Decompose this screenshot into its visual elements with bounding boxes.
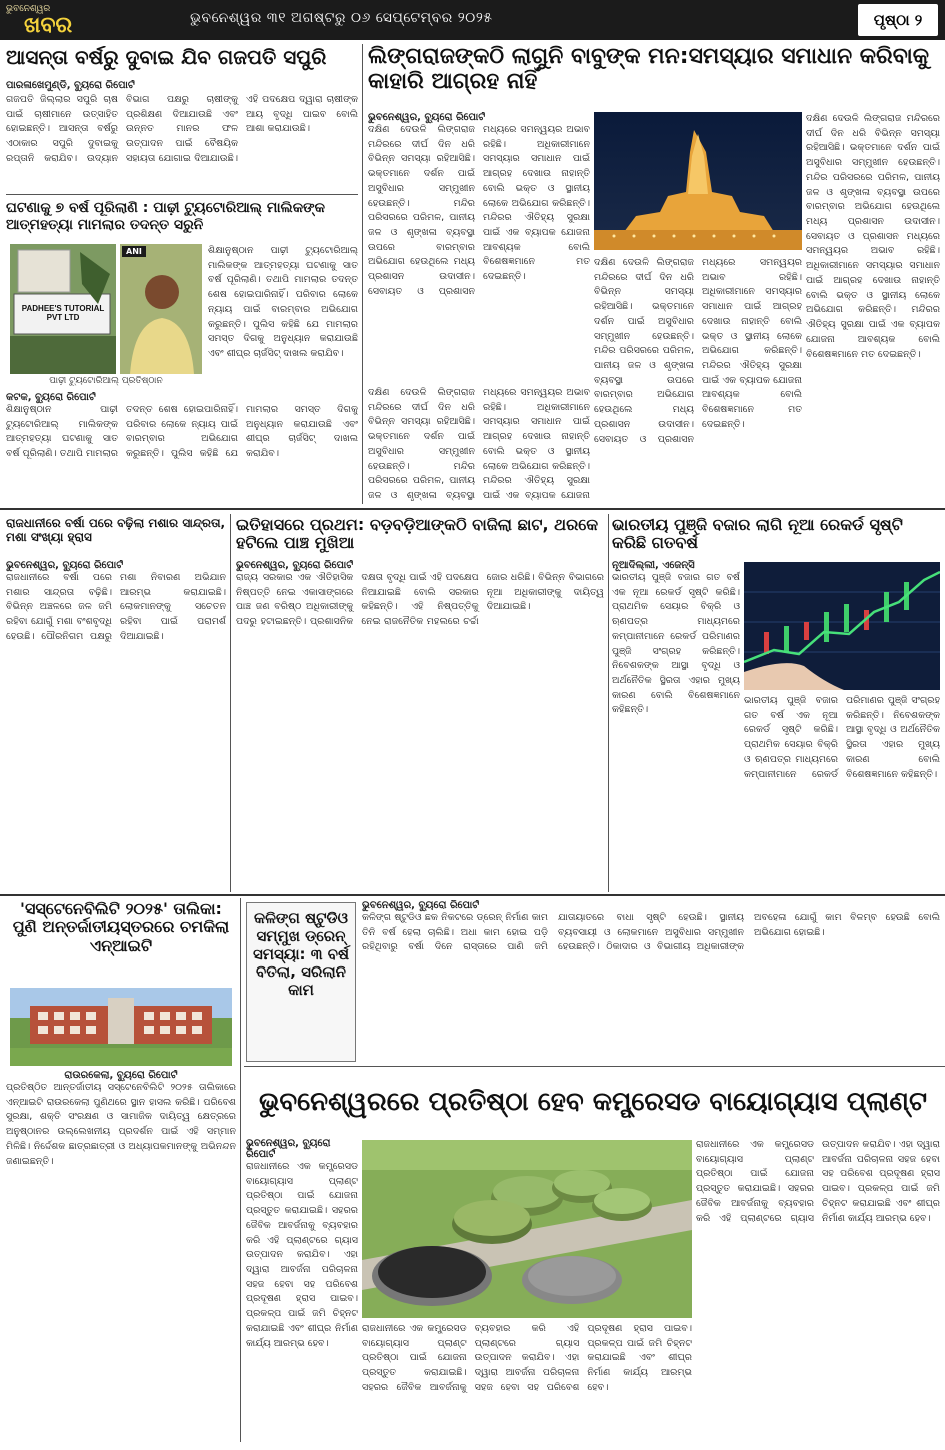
bhaduri-body: ରାଜ୍ୟ ସରକାର ଏକ ଐତିହାସିକ ନିଷ୍ପତ୍ତି ନେଇ ଏକାସାଙ୍ଗରେ ପାଞ୍ଚ ଜଣ ବରିଷ୍ଠ ଅଧିକାରୀଙ୍କୁ ପଦରୁ ହଟାଇଛନ୍ତି। ପ୍ରଶାସନିକ ଦକ୍ଷତା ବୃଦ୍ଧି ପାଇଁ ଏହି ପଦକ୍ଷେପ ନିଆଯାଇଛି ବୋଲି ସରକାର କହିଛନ୍ତି। ଏହି ନିଷ୍ପତ୍ତିକୁ ନେଇ ରାଜନୈତିକ ମହଲରେ ଚର୍ଚ୍ଚା ଜୋର ଧରିଛି। ବିଭିନ୍ନ ବିଭାଗରେ ନୂଆ ଅଧିକାରୀଙ୍କୁ ଦାୟିତ୍ୱ ଦିଆଯାଇଛି। — [236, 572, 604, 628]
bhaduri-byline: ଭୁବନେଶ୍ୱର, ବ୍ୟୁରୋ ରିପୋର୍ଟ — [236, 560, 354, 571]
gajapati-body: ଗଜପତି ଜିଲ୍ଲାର ସପୁରି ଚାଷ ପାଇଁ ଚାଷୀମାନେ ଉତ୍ସାହିତ ହୋଇଛନ୍ତି। ଆସନ୍ତା ବର୍ଷରୁ ଏଠାକାର ସପୁରି ଦୁବାଇକୁ ରପ୍ତାନି କରାଯିବ। ଉଦ୍ୟାନ ବିଭାଗ ପକ୍ଷରୁ ଚାଷୀଙ୍କୁ ପ୍ରଶିକ୍ଷଣ ଦିଆଯାଉଛି ଏବଂ ଉନ୍ନତ ମାନର ଫଳ ଉତ୍ପାଦନ ପାଇଁ ବୈଷୟିକ ସହାୟତା ଯୋଗାଇ ଦିଆଯାଉଛି। ଏହି ପଦକ୍ଷେପ ଦ୍ୱାରା ଚାଷୀଙ୍କ ଆୟ ବୃଦ୍ଧି ପାଇବ ବୋଲି ଆଶା କରାଯାଉଛି। — [6, 94, 358, 164]
lingaraj-body-right: ଦକ୍ଷିଣ ଦେଉଳି ଲିଙ୍ଗରାଜ ମନ୍ଦିରରେ ଦୀର୍ଘ ଦିନ ଧରି ବିଭିନ୍ନ ସମସ୍ୟା ରହିଆସିଛି। ଭକ୍ତମାନେ ଦର୍ଶନ ପାଇଁ ଅସୁବିଧାର ସମ୍ମୁଖୀନ ହେଉଛନ୍ତି। ମନ୍ଦିର ପରିସରରେ ପରିମଳ, ପାନୀୟ ଜଳ ଓ ଶୃଙ୍ଖଳା ବ୍ୟବସ୍ଥା ଉପରେ ବାରମ୍ବାର ଅଭିଯୋଗ ହେଉଥିଲେ ମଧ୍ୟ ପ୍ରଶାସନ ଉଦାସୀନ। ସେବାୟତ ଓ ପ୍ରଶାସନ ମଧ୍ୟରେ ସମନ୍ୱୟର ଅଭାବ ରହିଛି। ଅଧିକାରୀମାନେ ସମସ୍ୟାର ସମାଧାନ ପାଇଁ ଆଗ୍ରହ ଦେଖାଉ ନାହାନ୍ତି ବୋଲି ଭକ୍ତ ଓ ସ୍ଥାନୀୟ ଲୋକେ ଅଭିଯୋଗ କରିଛନ୍ତି। ମନ୍ଦିରର ଐତିହ୍ୟ ସୁରକ୍ଷା ପାଇଁ ଏକ ବ୍ୟାପକ ଯୋଜନା ଆବଶ୍ୟକ ବୋଲି ବିଶେଷଜ୍ଞମାନେ ମତ ଦେଇଛନ୍ତି। — [806, 113, 940, 360]
mosquito-body: ରାଜଧାନୀରେ ବର୍ଷା ପରେ ମଶାର ସାନ୍ଦ୍ରତା ବଢ଼ିଛି। ବିଭିନ୍ନ ଅଞ୍ଚଳରେ ଜଳ ଜମି ରହିବା ଯୋଗୁଁ ମଶା ବଂଶବୃଦ୍ଧି ହେଉଛି। ପୌରନିଗମ ପକ୍ଷରୁ ମଶା ନିବାରଣ ଅଭିଯାନ ଆରମ୍ଭ କରାଯାଇଛି। ଲୋକମାନଙ୍କୁ ସଚେତନ ରହିବା ପାଇଁ ପରାମର୍ଶ ଦିଆଯାଇଛି। — [6, 572, 226, 642]
gajapati-byline: ପାରଳାଖେମୁଣ୍ଡି, ବ୍ୟୁରୋ ରିପୋର୍ଟ — [6, 80, 135, 91]
biogas-body: ରାଜଧାନୀରେ ଏକ କମ୍ପ୍ରେସଡ ବାୟୋଗ୍ୟାସ ପ୍ଲାଣ୍ଟ ପ୍ରତିଷ୍ଠା ପାଇଁ ଯୋଜନା ପ୍ରସ୍ତୁତ କରାଯାଇଛି। ସହରର ଜୈବିକ ଆବର୍ଜନାକୁ ବ୍ୟବହାର କରି ଏହି ପ୍ଲାଣ୍ଟରେ ଗ୍ୟାସ ଉତ୍ପାଦନ କରାଯିବ। ଏହା ଦ୍ୱାରା ଆବର୍ଜନା ପରିଚାଳନା ସହଜ ହେବା ସହ ପରିବେଶ ପ୍ରଦୂଷଣ ହ୍ରାସ ପାଇବ। ପ୍ରକଳ୍ପ ପାଇଁ ଜମି ଚିହ୍ନଟ କରାଯାଇଛି ଏବଂ ଶୀଘ୍ର ନିର୍ମାଣ କାର୍ଯ୍ୟ ଆରମ୍ଭ ହେବ। — [246, 1161, 358, 1349]
logo-small-text: ଭୁବନେଶ୍ୱର — [6, 4, 51, 14]
tutorial-sign-text: PADHEE'S TUTORIAL PVT LTD — [21, 304, 105, 322]
bhaduri-article — [236, 560, 604, 890]
tutorial-photo-caption: ପାଢ଼ୀ ଟ୍ୟୁଟୋରିଆଲ୍ ପ୍ରତିଷ୍ଠାନ — [49, 376, 163, 386]
tutorial-body-part: ଶିକ୍ଷାନୁଷ୍ଠାନ ପାଢ଼ୀ ଟ୍ୟୁଟୋରିଆଲ୍ ମାଲିକଙ୍କ ଆତ୍ମହତ୍ୟା ଘଟଣାକୁ ସାତ ବର୍ଷ ପୂରିଲାଣି। ତଥାପି ମାମଲାର ତଦନ୍ତ ଶେଷ ହୋଇପାରିନାହିଁ। ପରିବାର ଲୋକେ ନ୍ୟାୟ ପାଇଁ ବାରମ୍ବାର ଅଭିଯୋଗ କରୁଛନ୍ତି। ପୁଲିସ କହିଛି ଯେ ମାମଲାର ସମସ୍ତ ଦିଗକୁ ଅନୁଧ୍ୟାନ କରାଯାଉଛି ଏବଂ ଶୀଘ୍ର ଚାର୍ଜସିଟ୍ ଦାଖଲ କରାଯିବ। — [208, 245, 358, 360]
lingaraj-headline[interactable]: ଲିଙ୍ଗରାଜଙ୍କଠି ଲାଗୁନି ବାବୁଙ୍କ ମନ:ସମସ୍ୟାର ସମାଧାନ କରିବାକୁ କାହାରି ଆଗ୍ରହ ନାହିଁ — [368, 44, 929, 95]
gajapati-headline[interactable]: ଆସନ୍ତା ବର୍ଷରୁ ଦୁବାଇ ଯିବ ଗଜପତି ସପୁରି — [6, 46, 327, 69]
dateline: ଭୁବନେଶ୍ୱର ୩୧ ଅଗଷ୍ଟରୁ ୦୬ ସେପ୍ଟେମ୍ବର ୨୦୨୫ — [190, 10, 493, 26]
nit-campus-photo — [10, 988, 232, 1066]
capital-body-right: ଭାରତୀୟ ପୁଞ୍ଜି ବଜାର ଗତ ବର୍ଷ ଏକ ନୂଆ ରେକର୍ଡ ସୃଷ୍ଟି କରିଛି। ପ୍ରାଥମିକ ସେୟାର ବିକ୍ରି ଓ ଋଣପତ୍ର ମାଧ୍ୟମରେ କମ୍ପାନୀମାନେ ରେକର୍ଡ ପରିମାଣର ପୁଞ୍ଜି ସଂଗ୍ରହ କରିଛନ୍ତି। ନିବେଶକଙ୍କ ଆସ୍ଥା ବୃଦ୍ଧି ଓ ଅର୍ଥନୈତିକ ସ୍ଥିରତା ଏହାର ମୁଖ୍ୟ କାରଣ ବୋଲି ବିଶେଷଜ୍ଞମାନେ କହିଛନ୍ତି। — [744, 695, 940, 780]
tutorial-byline: କଟକ, ବ୍ୟୁରୋ ରିପୋର୍ଟ — [6, 392, 96, 403]
biogas-byline: ଭୁବନେଶ୍ୱର, ବ୍ୟୁରୋ ରିପୋର୍ଟ — [246, 1138, 331, 1160]
page-number: ପୃଷ୍ଠା ୨ — [858, 4, 938, 36]
biogas-article-mid — [362, 1322, 692, 1444]
biogas-article-right — [696, 1138, 940, 1444]
newspaper-logo[interactable] — [6, 3, 126, 37]
kalinga-article — [362, 900, 940, 1062]
bhaduri-headline[interactable]: ଇତିହାସରେ ପ୍ରଥମ: ବଡ଼ବଡ଼ିଆଙ୍କଠି ବାଜିଲା ଛାଟ, ଥରକେ ହଟିଲେ ପାଞ୍ଚ ମୁଖିଆ — [236, 516, 599, 553]
tutorial-body-right — [208, 244, 358, 384]
mosquito-article — [6, 560, 226, 890]
tutorial-body: ଶିକ୍ଷାନୁଷ୍ଠାନ ପାଢ଼ୀ ଟ୍ୟୁଟୋରିଆଲ୍ ମାଲିକଙ୍କ ଆତ୍ମହତ୍ୟା ଘଟଣାକୁ ସାତ ବର୍ଷ ପୂରିଲାଣି। ତଥାପି ମାମଲାର ତଦନ୍ତ ଶେଷ ହୋଇପାରିନାହିଁ। ପରିବାର ଲୋକେ ନ୍ୟାୟ ପାଇଁ ବାରମ୍ବାର ଅଭିଯୋଗ କରୁଛନ୍ତି। ପୁଲିସ କହିଛି ଯେ ମାମଲାର ସମସ୍ତ ଦିଗକୁ ଅନୁଧ୍ୟାନ କରାଯାଉଛି ଏବଂ ଶୀଘ୍ର ଚାର୍ଜସିଟ୍ ଦାଖଲ କରାଯିବ। — [6, 404, 358, 460]
stock-chart-photo — [744, 562, 940, 690]
tutorial-headline[interactable]: ଘଟଣାକୁ ୭ ବର୍ଷ ପୂରିଲାଣି : ପାଢ଼ୀ ଟ୍ୟୁଟୋରିଆଲ୍ ମାଲିକଙ୍କ ଆତ୍ମହତ୍ୟା ମାମଲାର ତଦନ୍ତ ସରୁନି — [6, 200, 325, 233]
tutorial-portrait-photo — [120, 244, 202, 374]
capital-headline[interactable]: ଭାରତୀୟ ପୁଞ୍ଜି ବଜାର ଲାଗି ନୂଆ ରେକର୍ଡ ସୃଷ୍ଟି କରିଛି ଗତବର୍ଷ — [612, 516, 903, 553]
ani-tag: ANI — [122, 246, 146, 257]
biogas-article-left — [246, 1138, 358, 1444]
kalinga-byline: ଭୁବନେଶ୍ୱର, ବ୍ୟୁରୋ ରିପୋର୍ଟ — [362, 900, 480, 911]
biogas-body-mid: ରାଜଧାନୀରେ ଏକ କମ୍ପ୍ରେସଡ ବାୟୋଗ୍ୟାସ ପ୍ଲାଣ୍ଟ ପ୍ରତିଷ୍ଠା ପାଇଁ ଯୋଜନା ପ୍ରସ୍ତୁତ କରାଯାଇଛି। ସହରର ଜୈବିକ ଆବର୍ଜନାକୁ ବ୍ୟବହାର କରି ଏହି ପ୍ଲାଣ୍ଟରେ ଗ୍ୟାସ ଉତ୍ପାଦନ କରାଯିବ। ଏହା ଦ୍ୱାରା ଆବର୍ଜନା ପରିଚାଳନା ସହଜ ହେବା ସହ ପରିବେଶ ପ୍ରଦୂଷଣ ହ୍ରାସ ପାଇବ। ପ୍ରକଳ୍ପ ପାଇଁ ଜମି ଚିହ୍ନଟ କରାଯାଇଛି ଏବଂ ଶୀଘ୍ର ନିର୍ମାଣ କାର୍ଯ୍ୟ ଆରମ୍ଭ ହେବ। — [362, 1323, 692, 1393]
masthead — [0, 0, 945, 40]
logo-main-text: ଖବର — [24, 12, 73, 37]
nit-article — [6, 1070, 236, 1442]
capital-article-left — [612, 560, 740, 890]
nit-byline: ରାଉରକେଲା, ବ୍ୟୁରୋ ରିପୋର୍ଟ — [64, 1070, 178, 1081]
kalinga-headline[interactable]: କଳିଙ୍ଗ ଷ୍ଟୁଡିଓ ସମ୍ମୁଖ ଡ୍ରେନ୍ ସମସ୍ୟା: ୩ ବର୍ଷ ବିତିଲା, ସରିଲାନି କାମ — [252, 909, 350, 999]
kalinga-headline-box — [246, 902, 356, 1062]
biogas-plant-photo — [362, 1140, 692, 1318]
nit-body: ପ୍ରତିଷ୍ଠିତ ଆନ୍ତର୍ଜାତୀୟ ସସ୍‌ଟେନେବିଲିଟି ୨୦୨୫ ତାଲିକାରେ ଏନ୍‌ଆଇଟି ରାଉରକେଲା ପୁଣିଥରେ ସ୍ଥାନ ହାସଲ କରିଛି। ପରିବେଶ ସୁରକ୍ଷା, ଶକ୍ତି ସଂରକ୍ଷଣ ଓ ସାମାଜିକ ଦାୟିତ୍ୱ କ୍ଷେତ୍ରରେ ଅନୁଷ୍ଠାନର ଉଲ୍ଲେଖନୀୟ ପ୍ରଦର୍ଶନ ପାଇଁ ଏହି ସମ୍ମାନ ମିଳିଛି। ନିର୍ଦ୍ଦେଶକ ଛାତ୍ରଛାତ୍ରୀ ଓ ଅଧ୍ୟାପକମାନଙ୍କୁ ଅଭିନନ୍ଦନ ଜଣାଇଛନ୍ତି। — [6, 1082, 236, 1167]
lingaraj-article-bottom — [368, 386, 590, 504]
lingaraj-body: ଦକ୍ଷିଣ ଦେଉଳି ଲିଙ୍ଗରାଜ ମନ୍ଦିରରେ ଦୀର୍ଘ ଦିନ ଧରି ବିଭିନ୍ନ ସମସ୍ୟା ରହିଆସିଛି। ଭକ୍ତମାନେ ଦର୍ଶନ ପାଇଁ ଅସୁବିଧାର ସମ୍ମୁଖୀନ ହେଉଛନ୍ତି। ମନ୍ଦିର ପରିସରରେ ପରିମଳ, ପାନୀୟ ଜଳ ଓ ଶୃଙ୍ଖଳା ବ୍ୟବସ୍ଥା ଉପରେ ବାରମ୍ବାର ଅଭିଯୋଗ ହେଉଥିଲେ ମଧ୍ୟ ପ୍ରଶାସନ ଉଦାସୀନ। ସେବାୟତ ଓ ପ୍ରଶାସନ ମଧ୍ୟରେ ସମନ୍ୱୟର ଅଭାବ ରହିଛି। ଅଧିକାରୀମାନେ ସମସ୍ୟାର ସମାଧାନ ପାଇଁ ଆଗ୍ରହ ଦେଖାଉ ନାହାନ୍ତି ବୋଲି ଭକ୍ତ ଓ ସ୍ଥାନୀୟ ଲୋକେ ଅଭିଯୋଗ କରିଛନ୍ତି। ମନ୍ଦିରର ଐତିହ୍ୟ ସୁରକ୍ଷା ପାଇଁ ଏକ ବ୍ୟାପକ ଯୋଜନା ଆବଶ୍ୟକ ବୋଲି ବିଶେଷଜ୍ଞମାନେ ମତ ଦେଇଛନ୍ତି। — [368, 124, 590, 297]
capital-byline: ନୂଆଦିଲ୍ଲୀ, ଏଜେନ୍ସି — [612, 560, 695, 571]
lingaraj-byline: ଭୁବନେଶ୍ୱର, ବ୍ୟୁରୋ ରିପୋର୍ଟ — [368, 112, 486, 123]
tutorial-sign-photo — [10, 244, 116, 374]
mosquito-headline[interactable]: ରାଜଧାନୀରେ ବର୍ଷା ପରେ ବଢ଼ିଲା ମଶାର ସାନ୍ଦ୍ରତା, ମଶା ସଂଖ୍ୟା ହ୍ରାସ — [6, 516, 226, 545]
lingaraj-article-right — [806, 112, 940, 504]
biogas-body-right: ରାଜଧାନୀରେ ଏକ କମ୍ପ୍ରେସଡ ବାୟୋଗ୍ୟାସ ପ୍ଲାଣ୍ଟ ପ୍ରତିଷ୍ଠା ପାଇଁ ଯୋଜନା ପ୍ରସ୍ତୁତ କରାଯାଇଛି। ସହରର ଜୈବିକ ଆବର୍ଜନାକୁ ବ୍ୟବହାର କରି ଏହି ପ୍ଲାଣ୍ଟରେ ଗ୍ୟାସ ଉତ୍ପାଦନ କରାଯିବ। ଏହା ଦ୍ୱାରା ଆବର୍ଜନା ପରିଚାଳନା ସହଜ ହେବା ସହ ପରିବେଶ ପ୍ରଦୂଷଣ ହ୍ରାସ ପାଇବ। ପ୍ରକଳ୍ପ ପାଇଁ ଜମି ଚିହ୍ନଟ କରାଯାଇଛି ଏବଂ ଶୀଘ୍ର ନିର୍ମାଣ କାର୍ଯ୍ୟ ଆରମ୍ଭ ହେବ। — [696, 1139, 940, 1224]
lingaraj-article-left — [368, 112, 590, 382]
lingaraj-article-mid — [594, 256, 802, 506]
tutorial-article — [6, 392, 358, 500]
biogas-headline[interactable]: ଭୁବନେଶ୍ୱରରେ ପ୍ରତିଷ୍ଠା ହେବ କମ୍ପ୍ରେସଡ ବାୟୋଗ୍ୟାସ ପ୍ଲାଣ୍ଟ — [258, 1087, 928, 1117]
capital-article-right — [744, 694, 940, 890]
mosquito-byline: ଭୁବନେଶ୍ୱର, ବ୍ୟୁରୋ ରିପୋର୍ଟ — [6, 560, 124, 571]
lingaraj-temple-photo — [594, 112, 802, 250]
lingaraj-body-mid: ଦକ୍ଷିଣ ଦେଉଳି ଲିଙ୍ଗରାଜ ମନ୍ଦିରରେ ଦୀର୍ଘ ଦିନ ଧରି ବିଭିନ୍ନ ସମସ୍ୟା ରହିଆସିଛି। ଭକ୍ତମାନେ ଦର୍ଶନ ପାଇଁ ଅସୁବିଧାର ସମ୍ମୁଖୀନ ହେଉଛନ୍ତି। ମନ୍ଦିର ପରିସରରେ ପରିମଳ, ପାନୀୟ ଜଳ ଓ ଶୃଙ୍ଖଳା ବ୍ୟବସ୍ଥା ଉପରେ ବାରମ୍ବାର ଅଭିଯୋଗ ହେଉଥିଲେ ମଧ୍ୟ ପ୍ରଶାସନ ଉଦାସୀନ। ସେବାୟତ ଓ ପ୍ରଶାସନ ମଧ୍ୟରେ ସମନ୍ୱୟର ଅଭାବ ରହିଛି। ଅଧିକାରୀମାନେ ସମସ୍ୟାର ସମାଧାନ ପାଇଁ ଆଗ୍ରହ ଦେଖାଉ ନାହାନ୍ତି ବୋଲି ଭକ୍ତ ଓ ସ୍ଥାନୀୟ ଲୋକେ ଅଭିଯୋଗ କରିଛନ୍ତି। ମନ୍ଦିରର ଐତିହ୍ୟ ସୁରକ୍ଷା ପାଇଁ ଏକ ବ୍ୟାପକ ଯୋଜନା ଆବଶ୍ୟକ ବୋଲି ବିଶେଷଜ୍ଞମାନେ ମତ ଦେଇଛନ୍ତି। — [594, 257, 802, 445]
gajapati-article — [6, 80, 358, 190]
lingaraj-body-bottom: ଦକ୍ଷିଣ ଦେଉଳି ଲିଙ୍ଗରାଜ ମନ୍ଦିରରେ ଦୀର୍ଘ ଦିନ ଧରି ବିଭିନ୍ନ ସମସ୍ୟା ରହିଆସିଛି। ଭକ୍ତମାନେ ଦର୍ଶନ ପାଇଁ ଅସୁବିଧାର ସମ୍ମୁଖୀନ ହେଉଛନ୍ତି। ମନ୍ଦିର ପରିସରରେ ପରିମଳ, ପାନୀୟ ଜଳ ଓ ଶୃଙ୍ଖଳା ବ୍ୟବସ୍ଥା ମଧ୍ୟରେ ସମନ୍ୱୟର ଅଭାବ ରହିଛି। ଅଧିକାରୀମାନେ ସମସ୍ୟାର ସମାଧାନ ପାଇଁ ଆଗ୍ରହ ଦେଖାଉ ନାହାନ୍ତି ବୋଲି ଭକ୍ତ ଓ ସ୍ଥାନୀୟ ଲୋକେ ଅଭିଯୋଗ କରିଛନ୍ତି। ମନ୍ଦିରର ଐତିହ୍ୟ ସୁରକ୍ଷା ପାଇଁ ଏକ ବ୍ୟାପକ ଯୋଜନା — [368, 387, 590, 502]
nit-headline[interactable]: 'ସସ୍‌ଟେନେବିଲିଟି ୨୦୨୫' ତାଲିକା: ପୁଣି ଅନ୍ତର୍ଜାତୀୟସ୍ତରରେ ଚମକିଲା ଏନ୍‌ଆଇଟି — [12, 900, 230, 955]
capital-body: ଭାରତୀୟ ପୁଞ୍ଜି ବଜାର ଗତ ବର୍ଷ ଏକ ନୂଆ ରେକର୍ଡ ସୃଷ୍ଟି କରିଛି। ପ୍ରାଥମିକ ସେୟାର ବିକ୍ରି ଓ ଋଣପତ୍ର ମାଧ୍ୟମରେ କମ୍ପାନୀମାନେ ରେକର୍ଡ ପରିମାଣର ପୁଞ୍ଜି ସଂଗ୍ରହ କରିଛନ୍ତି। ନିବେଶକଙ୍କ ଆସ୍ଥା ବୃଦ୍ଧି ଓ ଅର୍ଥନୈତିକ ସ୍ଥିରତା ଏହାର ମୁଖ୍ୟ କାରଣ ବୋଲି ବିଶେଷଜ୍ଞମାନେ କହିଛନ୍ତି। — [612, 572, 740, 716]
kalinga-body: କଳିଙ୍ଗ ଷ୍ଟୁଡିଓ ଛକ ନିକଟରେ ଡ୍ରେନ୍ ନିର୍ମାଣ କାମ ତିନି ବର୍ଷ ହେଲା ଚାଲିଛି। ଅଧା କାମ ହୋଇ ପଡ଼ି ରହିଥିବାରୁ ବର୍ଷା ଦିନେ ରାସ୍ତାରେ ପାଣି ଜମି ଯାତାୟାତରେ ବାଧା ସୃଷ୍ଟି ହେଉଛି। ସ୍ଥାନୀୟ ବ୍ୟବସାୟୀ ଓ ଲୋକମାନେ ଅସୁବିଧାର ସମ୍ମୁଖୀନ ହେଉଛନ୍ତି। ଠିକାଦାର ଓ ବିଭାଗୀୟ ଅଧିକାରୀଙ୍କ ଅବହେଳା ଯୋଗୁଁ କାମ ବିଳମ୍ବ ହେଉଛି ବୋଲି ଅଭିଯୋଗ ହୋଇଛି। — [362, 912, 940, 953]
